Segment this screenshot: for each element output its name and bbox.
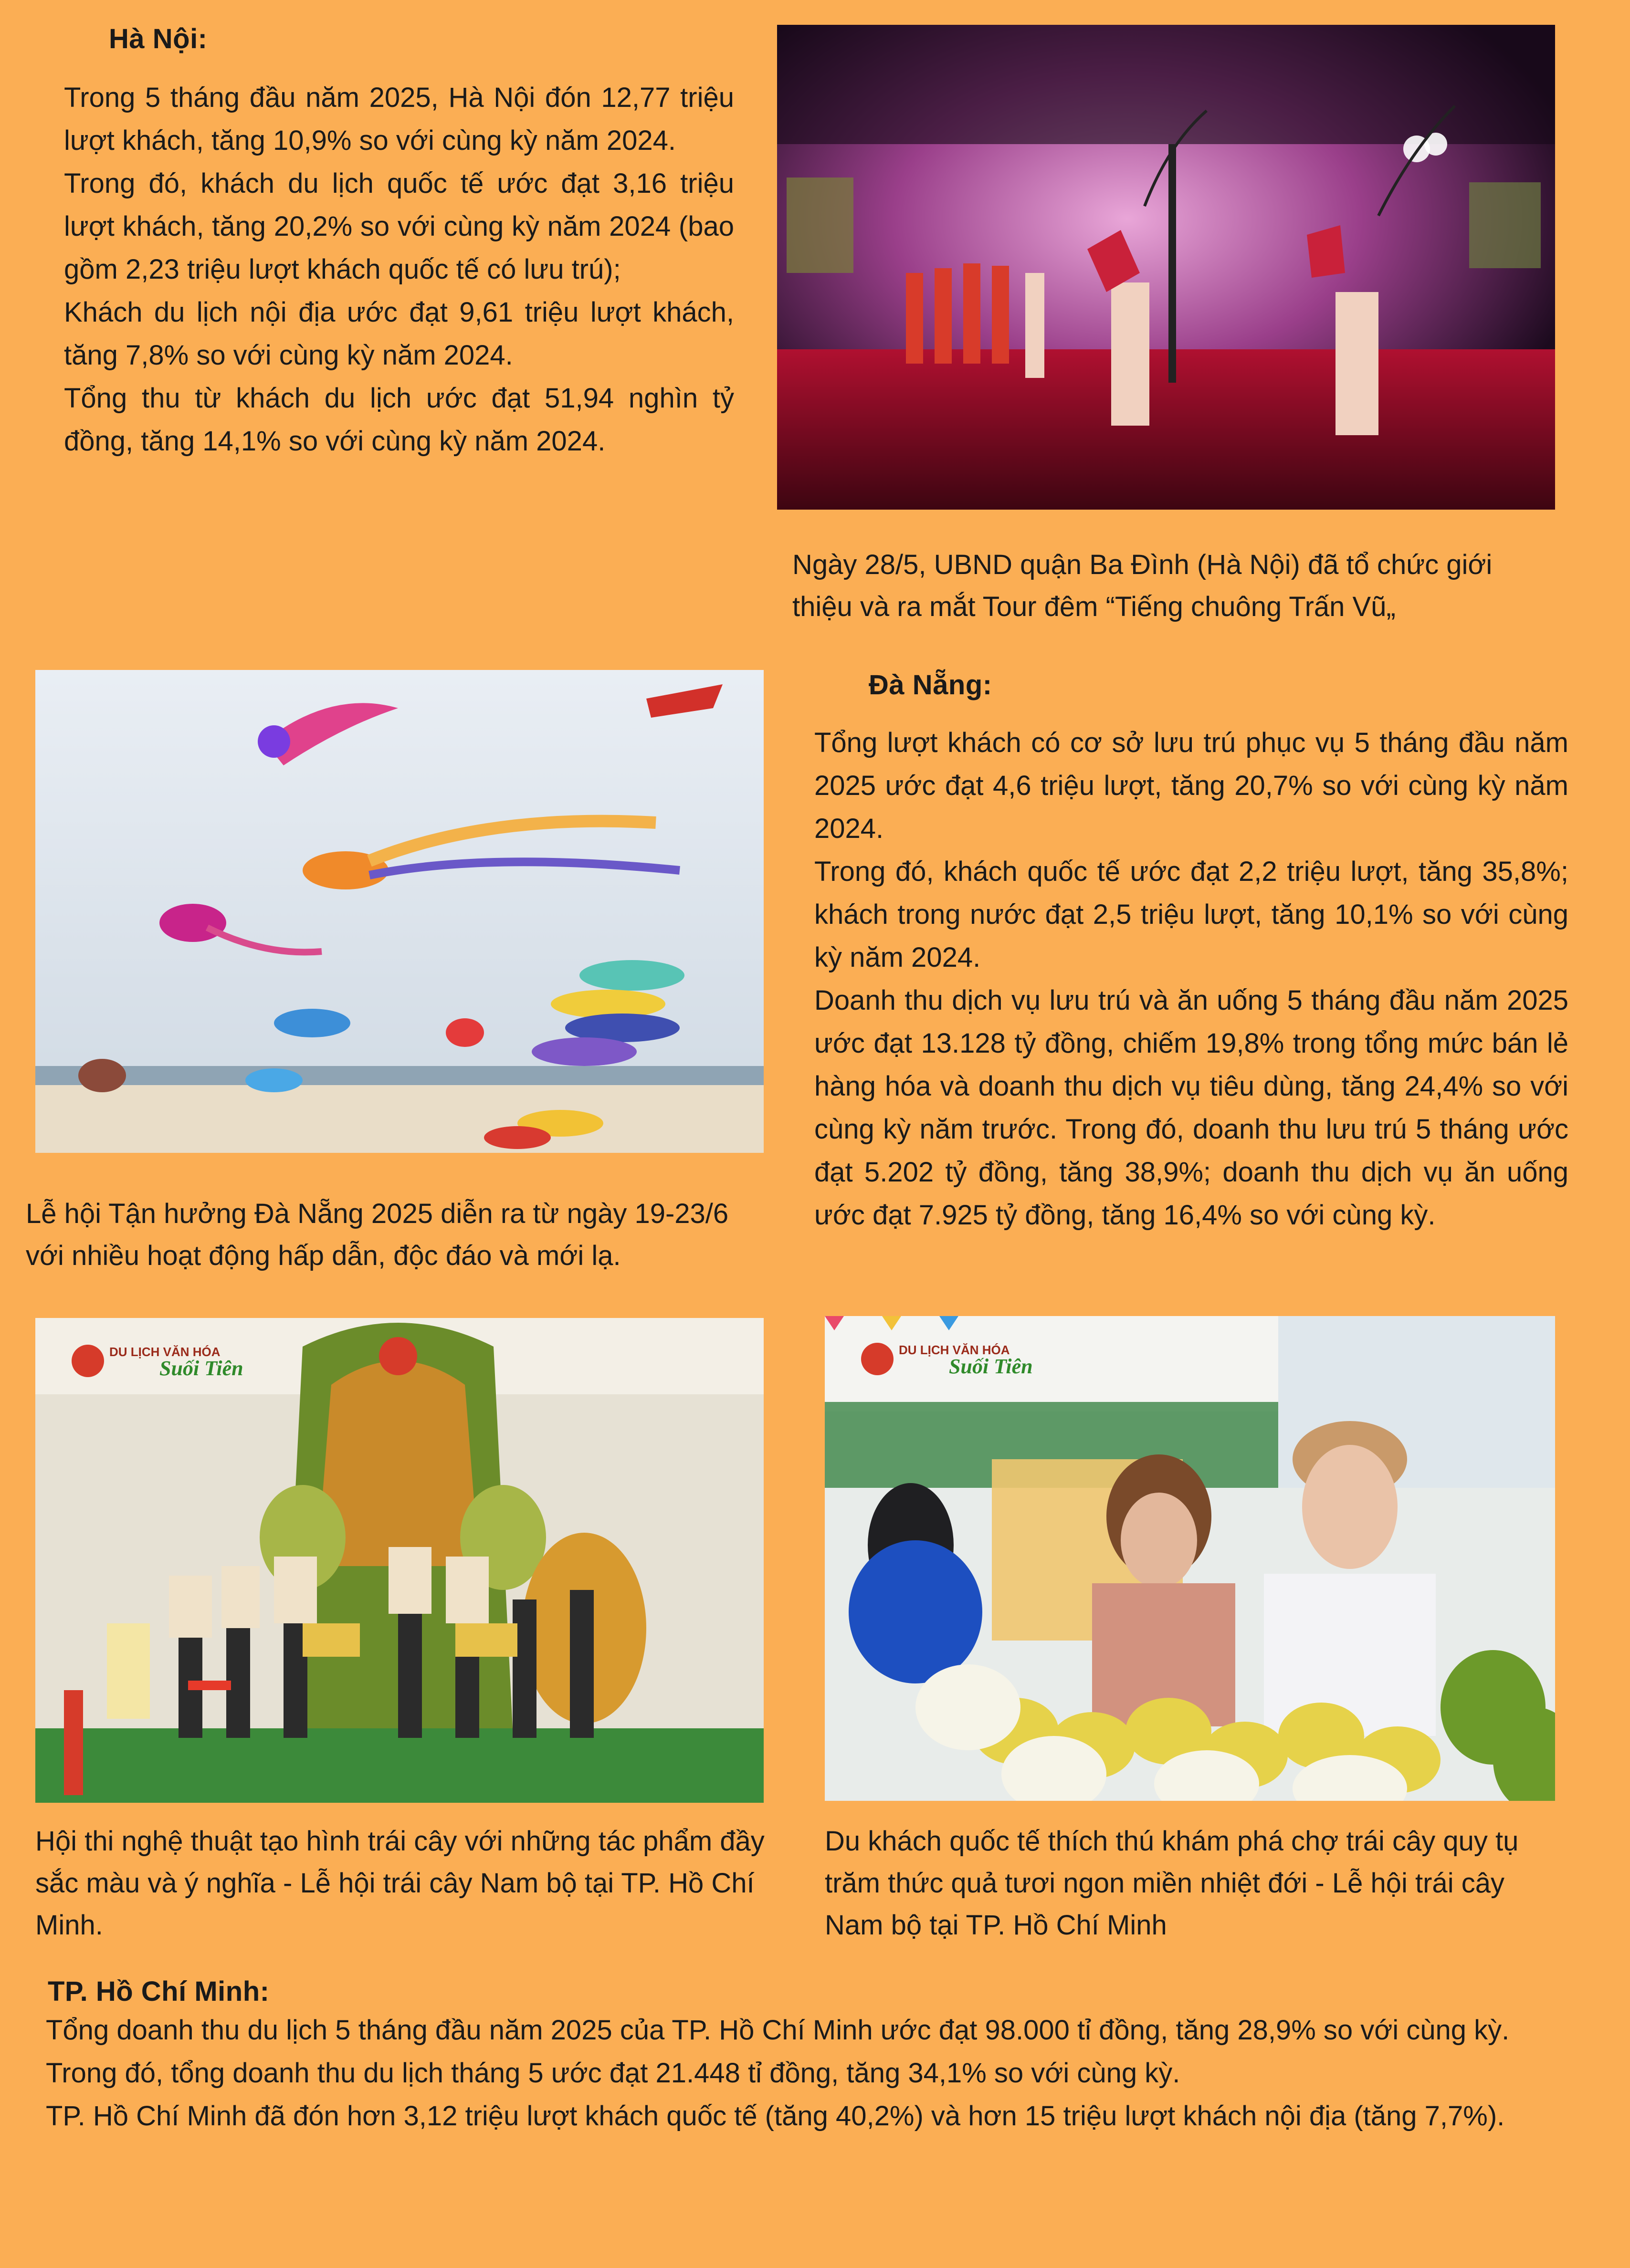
suoitien-logo-text: DU LỊCH VĂN HÓA (109, 1345, 221, 1359)
fruit-art-contest-photo (35, 1318, 764, 1803)
hcm-paragraph: Trong đó, tổng doanh thu du lịch tháng 5 ước đạt 21.448 tỉ đồng, tăng 34,1% so với cùng kỳ. (46, 2058, 1180, 2089)
danang-text (814, 721, 1568, 1237)
hcm-paragraph: TP. Hồ Chí Minh đã đón hơn 3,12 triệu lượt khách quốc tế (tăng 40,2%) và hơn 15 triệu lượt khách nội địa (tăng 7,7%). (46, 2101, 1505, 2132)
danang-kite-festival-photo (35, 670, 764, 1153)
suoitien-logo-brand: Suối Tiên (159, 1357, 243, 1380)
hcm-heading: TP. Hồ Chí Minh: (48, 1976, 270, 2007)
fruit-market-caption: Du khách quốc tế thích thú khám phá chợ trái cây quy tụ trăm thức quả tươi ngon miền nhiệt đới - Lễ hội trái cây Nam bộ tại TP. Hồ Chí Minh (825, 1826, 1519, 1941)
danang-paragraph: Trong đó, khách quốc tế ước đạt 2,2 triệu lượt, tăng 35,8%; khách trong nước đạt 2,5 triệu lượt, tăng 10,1% so với cùng kỳ năm 2024. (814, 856, 1568, 973)
suoitien-logo-brand: Suối Tiên (949, 1355, 1033, 1378)
fruit-market-photo (825, 1316, 1555, 1801)
hanoi-text (64, 76, 734, 463)
hanoi-heading: Hà Nội: (109, 23, 208, 54)
hcm-text (46, 2009, 1588, 2138)
hanoi-photo-caption: Ngày 28/5, UBND quận Ba Đình (Hà Nội) đã tổ chức giới thiệu và ra mắt Tour đêm “Tiếng chuông Trấn Vũ„ (792, 549, 1493, 622)
hcm-paragraph: Tổng doanh thu du lịch 5 tháng đầu năm 2025 của TP. Hồ Chí Minh ước đạt 98.000 tỉ đồng, tăng 28,9% so với cùng kỳ. (46, 2015, 1510, 2046)
suoitien-logo-text: DU LỊCH VĂN HÓA (899, 1343, 1010, 1357)
danang-paragraph: Doanh thu dịch vụ lưu trú và ăn uống 5 tháng đầu năm 2025 ước đạt 13.128 tỷ đồng, chiếm 19,8% trong tổng mức bán lẻ hàng hóa và doanh thu dịch vụ tiêu dùng, tăng 24,4% so với cùng kỳ năm trước. Trong đó, doanh thu lưu trú 5 tháng ước đạt 5.202 tỷ đồng, tăng 38,9%; doanh thu dịch vụ ăn uống ước đạt 7.925 tỷ đồng, tăng 16,4% so với cùng kỳ. (814, 985, 1568, 1231)
hanoi-paragraph: Trong 5 tháng đầu năm 2025, Hà Nội đón 12,77 triệu lượt khách, tăng 10,9% so với cùng kỳ năm 2024. (64, 82, 734, 156)
hanoi-paragraph: Trong đó, khách du lịch quốc tế ước đạt 3,16 triệu lượt khách, tăng 20,2% so với cùng kỳ năm 2024 (bao gồm 2,23 triệu lượt khách quốc tế có lưu trú); (64, 168, 734, 285)
danang-photo-caption: Lễ hội Tận hưởng Đà Nẵng 2025 diễn ra từ ngày 19-23/6 với nhiều hoạt động hấp dẫn, độc đáo và mới lạ. (26, 1198, 729, 1271)
danang-heading: Đà Nẵng: (869, 669, 992, 700)
danang-paragraph: Tổng lượt khách có cơ sở lưu trú phục vụ 5 tháng đầu năm 2025 ước đạt 4,6 triệu lượt, tăng 20,7% so với cùng kỳ năm 2024. (814, 727, 1568, 844)
hanoi-paragraph: Khách du lịch nội địa ước đạt 9,61 triệu lượt khách, tăng 7,8% so với cùng kỳ năm 2024. (64, 297, 734, 371)
hanoi-paragraph: Tổng thu từ khách du lịch ước đạt 51,94 nghìn tỷ đồng, tăng 14,1% so với cùng kỳ năm 2024. (64, 383, 734, 457)
fruit-art-caption: Hội thi nghệ thuật tạo hình trái cây với những tác phẩm đầy sắc màu và ý nghĩa - Lễ hội trái cây Nam bộ tại TP. Hồ Chí Minh. (35, 1826, 765, 1941)
hanoi-night-tour-photo (777, 25, 1555, 510)
